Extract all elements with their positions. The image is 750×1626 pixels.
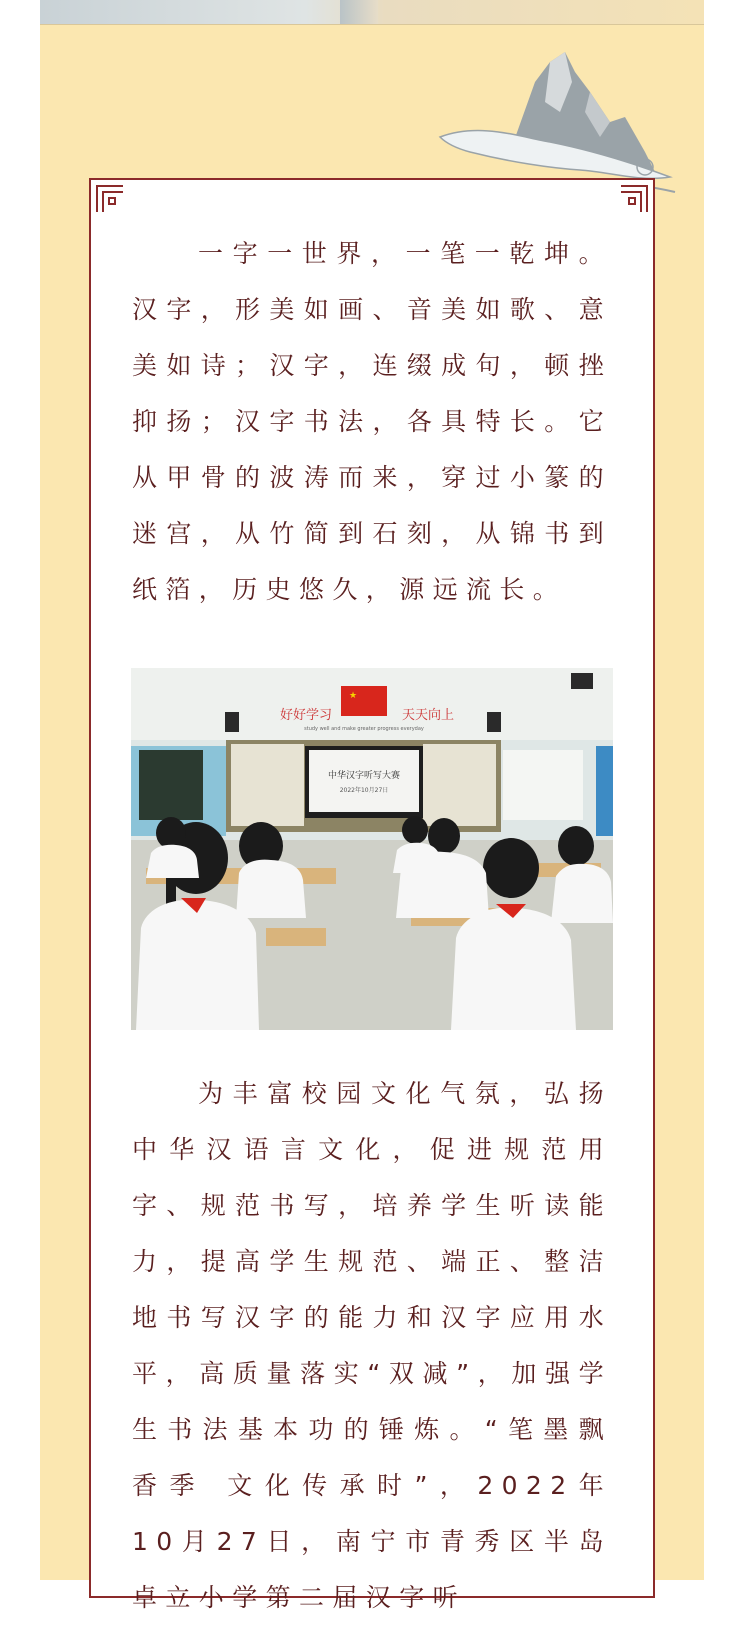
event-paragraph: 为丰富校园文化气氛，弘扬中华汉语言文化，促进规范用字、规范书写，培养学生听读能力，提高学生规范、端正、整洁地书写汉字的能力和汉字应用水平，高质量落实“双减”，加强学生书法基本功的锤炼。“笔墨飘香季 文化传承时”，2022年10月27日，南宁市青秀区半岛卓立小学第二届汉字听: [132, 1079, 612, 1612]
intro-paragraph: 一字一世界，一笔一乾坤。汉字，形美如画、音美如歌、意美如诗；汉字，连缀成句，顿挫抑扬；汉字书法，各具特长。它从甲骨的波涛而来，穿过小篆的迷宫，从竹简到石刻，从锦书到纸箔，历史悠久，源远流长。: [132, 239, 612, 604]
classroom-photo: [131, 668, 613, 1030]
svg-text:★: ★: [349, 691, 358, 701]
banner-left-text: 好好学习: [279, 708, 333, 723]
corner-ornament-icon: [619, 184, 649, 214]
banner-subtitle: study well and make greater progress everyday: [304, 726, 424, 732]
banner-right-text: 天天向上: [401, 708, 455, 723]
corner-ornament-icon: [95, 184, 125, 214]
top-banner-image: [40, 0, 704, 25]
screen-title: 中华汉字听写大赛: [327, 771, 401, 781]
scroll-edge-decoration: [340, 0, 378, 24]
screen-date: 2022年10月27日: [339, 787, 389, 794]
